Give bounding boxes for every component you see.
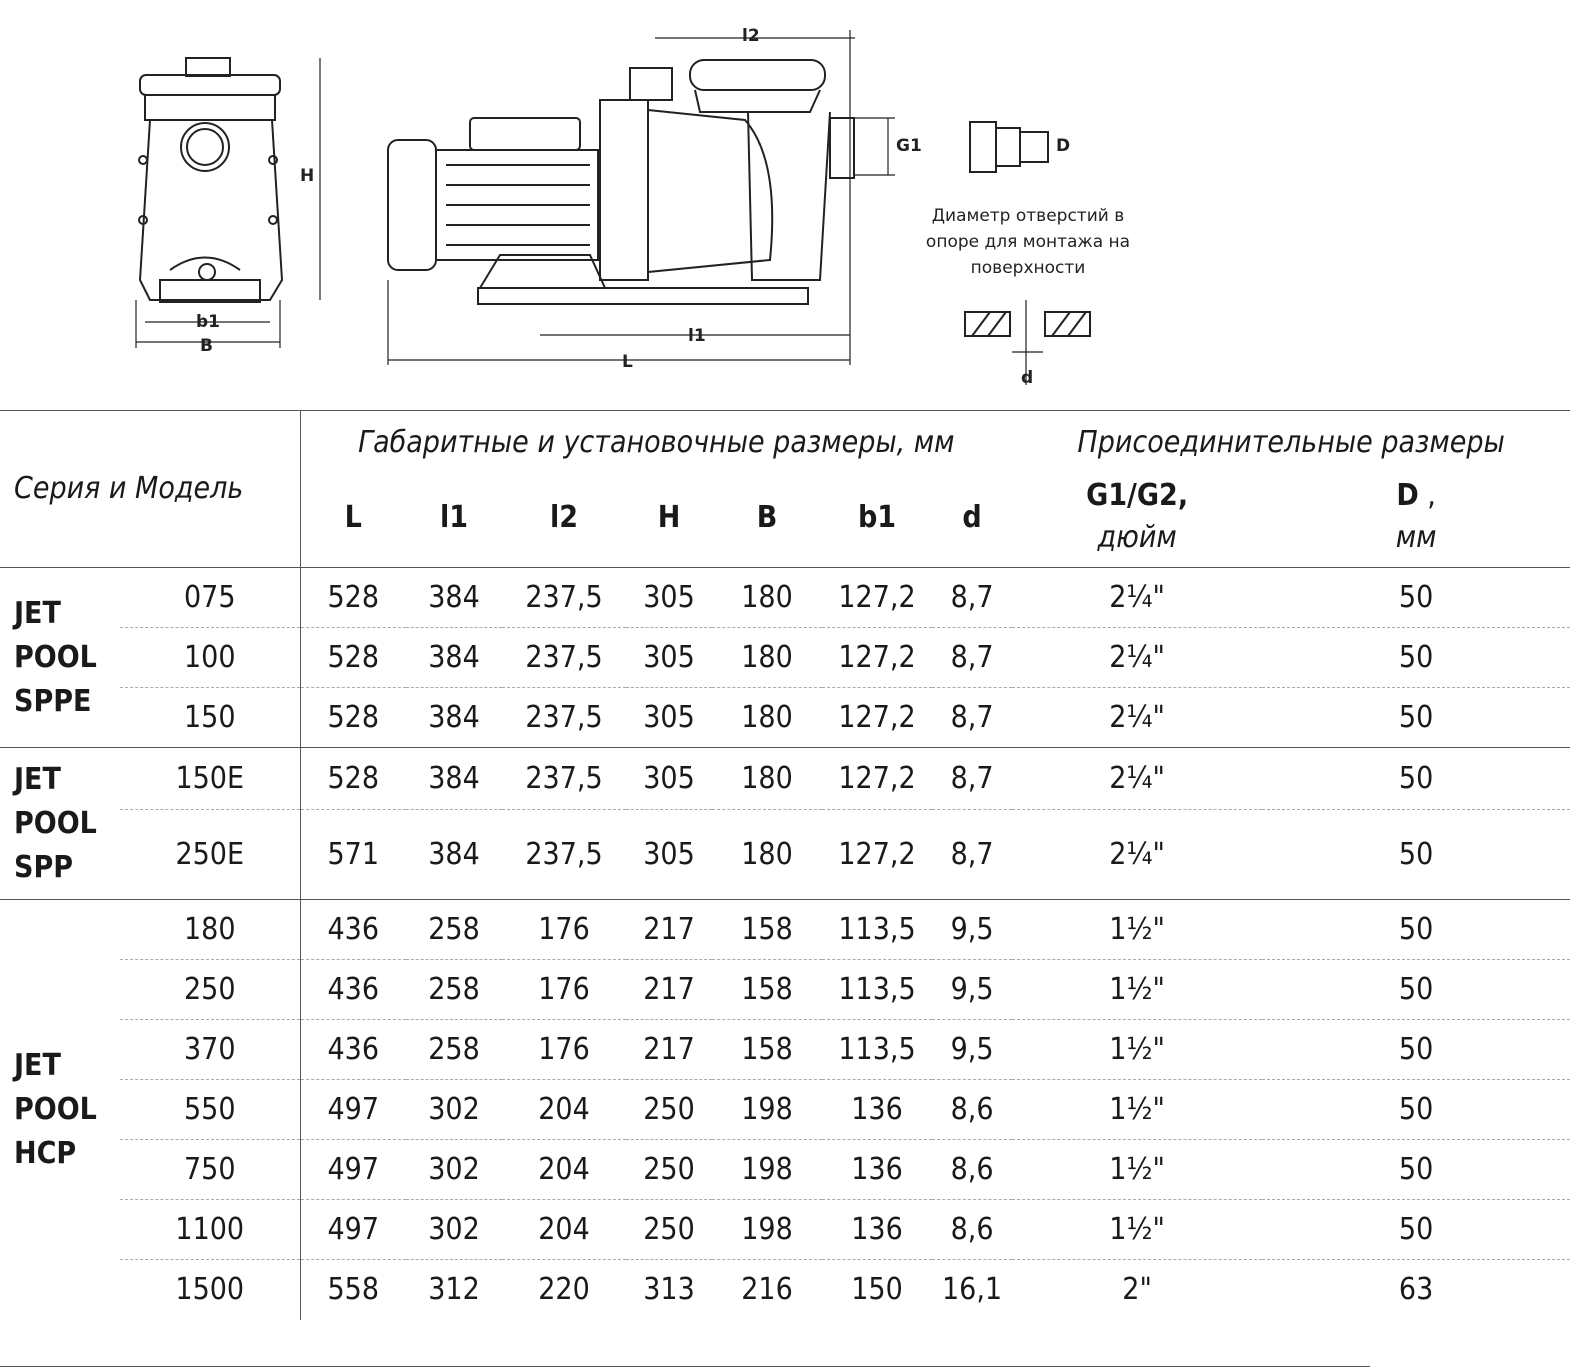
value-cell: 528 bbox=[300, 748, 406, 810]
value-cell: 50 bbox=[1262, 688, 1570, 748]
value-cell: 158 bbox=[712, 960, 822, 1020]
value-cell: 237,5 bbox=[502, 688, 626, 748]
value-cell: 1½" bbox=[1012, 1020, 1262, 1080]
value-cell: 8,7 bbox=[932, 810, 1012, 900]
header-col-D-unit: мм bbox=[1395, 520, 1437, 555]
value-cell: 258 bbox=[406, 900, 502, 960]
value-cell: 50 bbox=[1262, 1080, 1570, 1140]
value-cell: 305 bbox=[626, 810, 712, 900]
table-bottom-rule bbox=[0, 1366, 1370, 1367]
header-group-connection: Присоединительные размеры bbox=[1012, 411, 1570, 468]
value-cell: 127,2 bbox=[822, 748, 932, 810]
value-cell: 302 bbox=[406, 1080, 502, 1140]
value-cell: 237,5 bbox=[502, 628, 626, 688]
value-cell: 2¼" bbox=[1012, 748, 1262, 810]
value-cell: 176 bbox=[502, 960, 626, 1020]
value-cell: 50 bbox=[1262, 628, 1570, 688]
table-row bbox=[0, 1260, 1570, 1320]
table-row bbox=[0, 960, 1570, 1020]
value-cell: 237,5 bbox=[502, 748, 626, 810]
value-cell: 8,6 bbox=[932, 1200, 1012, 1260]
value-cell: 113,5 bbox=[822, 960, 932, 1020]
model-cell: 1500 bbox=[120, 1260, 300, 1320]
value-cell: 50 bbox=[1262, 568, 1570, 628]
value-cell: 9,5 bbox=[932, 960, 1012, 1020]
model-cell: 250E bbox=[120, 810, 300, 900]
header-group-dimensions: Габаритные и установочные размеры, мм bbox=[300, 411, 1012, 468]
value-cell: 158 bbox=[712, 1020, 822, 1080]
table-row bbox=[0, 568, 1570, 628]
value-cell: 1½" bbox=[1012, 960, 1262, 1020]
header-col-l2: l2 bbox=[549, 499, 579, 535]
value-cell: 204 bbox=[502, 1140, 626, 1200]
value-cell: 180 bbox=[712, 628, 822, 688]
model-cell: 750 bbox=[120, 1140, 300, 1200]
value-cell: 127,2 bbox=[822, 568, 932, 628]
dim-label-B: B bbox=[200, 336, 213, 356]
mounting-hole-note: Диаметр отверстий в опоре для монтажа на поверхности bbox=[925, 206, 1131, 278]
header-model: Серия и Модель bbox=[0, 411, 300, 568]
pump-front-view bbox=[139, 58, 282, 302]
header-col-g-name: G1/G2, bbox=[1086, 478, 1189, 513]
dim-label-L: L bbox=[622, 352, 633, 372]
value-cell: 384 bbox=[406, 628, 502, 688]
value-cell: 16,1 bbox=[932, 1260, 1012, 1320]
value-cell: 136 bbox=[822, 1080, 932, 1140]
value-cell: 2¼" bbox=[1012, 810, 1262, 900]
value-cell: 313 bbox=[626, 1260, 712, 1320]
value-cell: 497 bbox=[300, 1200, 406, 1260]
value-cell: 436 bbox=[300, 960, 406, 1020]
technical-drawing bbox=[0, 0, 1382, 400]
value-cell: 2" bbox=[1012, 1260, 1262, 1320]
value-cell: 180 bbox=[712, 748, 822, 810]
value-cell: 8,7 bbox=[932, 568, 1012, 628]
dimension-lines bbox=[136, 30, 1048, 385]
model-cell: 150 bbox=[120, 688, 300, 748]
value-cell: 2¼" bbox=[1012, 688, 1262, 748]
dim-label-l1: l1 bbox=[688, 326, 706, 346]
value-cell: 50 bbox=[1262, 960, 1570, 1020]
value-cell: 50 bbox=[1262, 1140, 1570, 1200]
value-cell: 180 bbox=[712, 810, 822, 900]
value-cell: 250 bbox=[626, 1080, 712, 1140]
table-row bbox=[0, 628, 1570, 688]
value-cell: 8,7 bbox=[932, 748, 1012, 810]
value-cell: 136 bbox=[822, 1200, 932, 1260]
table-row bbox=[0, 748, 1570, 810]
value-cell: 217 bbox=[626, 900, 712, 960]
hole-section bbox=[965, 312, 1090, 336]
value-cell: 1½" bbox=[1012, 1080, 1262, 1140]
header-col-g-unit: дюйм bbox=[1097, 520, 1177, 555]
value-cell: 180 bbox=[712, 688, 822, 748]
model-cell: 250 bbox=[120, 960, 300, 1020]
value-cell: 1½" bbox=[1012, 1200, 1262, 1260]
value-cell: 237,5 bbox=[502, 568, 626, 628]
header-col-H: H bbox=[657, 499, 681, 535]
header-col-l1: l1 bbox=[439, 499, 469, 535]
table-row bbox=[0, 1020, 1570, 1080]
dim-label-d: d bbox=[1021, 368, 1034, 388]
value-cell: 312 bbox=[406, 1260, 502, 1320]
value-cell: 8,7 bbox=[932, 628, 1012, 688]
model-cell: 180 bbox=[120, 900, 300, 960]
dim-label-H: H bbox=[300, 166, 315, 186]
value-cell: 217 bbox=[626, 960, 712, 1020]
model-cell: 100 bbox=[120, 628, 300, 688]
value-cell: 305 bbox=[626, 688, 712, 748]
value-cell: 63 bbox=[1262, 1260, 1570, 1320]
pump-side-view bbox=[388, 60, 854, 304]
value-cell: 50 bbox=[1262, 1020, 1570, 1080]
header-col-b1: b1 bbox=[857, 499, 897, 535]
table-row bbox=[0, 1080, 1570, 1140]
value-cell: 180 bbox=[712, 568, 822, 628]
header-col-d: d bbox=[962, 499, 982, 535]
adapter-drawing bbox=[970, 122, 1048, 172]
header-col-B: B bbox=[756, 499, 778, 535]
value-cell: 2¼" bbox=[1012, 628, 1262, 688]
spec-table bbox=[0, 410, 1570, 1320]
value-cell: 384 bbox=[406, 568, 502, 628]
value-cell: 302 bbox=[406, 1140, 502, 1200]
value-cell: 384 bbox=[406, 748, 502, 810]
header-col-D-name: D bbox=[1396, 478, 1419, 513]
header-col-g bbox=[1012, 467, 1262, 568]
value-cell: 305 bbox=[626, 628, 712, 688]
table-row bbox=[0, 688, 1570, 748]
value-cell: 50 bbox=[1262, 900, 1570, 960]
value-cell: 127,2 bbox=[822, 688, 932, 748]
value-cell: 237,5 bbox=[502, 810, 626, 900]
value-cell: 384 bbox=[406, 688, 502, 748]
model-cell: 150E bbox=[120, 748, 300, 810]
dim-label-b1: b1 bbox=[196, 312, 220, 332]
spec-table-body bbox=[0, 568, 1570, 1320]
value-cell: 113,5 bbox=[822, 900, 932, 960]
value-cell: 8,6 bbox=[932, 1080, 1012, 1140]
model-cell: 075 bbox=[120, 568, 300, 628]
value-cell: 305 bbox=[626, 568, 712, 628]
value-cell: 198 bbox=[712, 1140, 822, 1200]
header-col-D-sep: , bbox=[1418, 478, 1436, 513]
value-cell: 198 bbox=[712, 1080, 822, 1140]
value-cell: 127,2 bbox=[822, 628, 932, 688]
dim-label-G1: G1 bbox=[896, 136, 922, 156]
value-cell: 50 bbox=[1262, 1200, 1570, 1260]
value-cell: 217 bbox=[626, 1020, 712, 1080]
value-cell: 176 bbox=[502, 1020, 626, 1080]
table-row bbox=[0, 1200, 1570, 1260]
value-cell: 150 bbox=[822, 1260, 932, 1320]
value-cell: 258 bbox=[406, 960, 502, 1020]
value-cell: 216 bbox=[712, 1260, 822, 1320]
value-cell: 528 bbox=[300, 688, 406, 748]
model-cell: 550 bbox=[120, 1080, 300, 1140]
value-cell: 1½" bbox=[1012, 1140, 1262, 1200]
value-cell: 9,5 bbox=[932, 1020, 1012, 1080]
value-cell: 9,5 bbox=[932, 900, 1012, 960]
series-name: JET POOL HCP bbox=[0, 900, 120, 1320]
value-cell: 436 bbox=[300, 1020, 406, 1080]
value-cell: 436 bbox=[300, 900, 406, 960]
value-cell: 204 bbox=[502, 1080, 626, 1140]
value-cell: 497 bbox=[300, 1080, 406, 1140]
value-cell: 497 bbox=[300, 1140, 406, 1200]
table-row bbox=[0, 810, 1570, 900]
value-cell: 258 bbox=[406, 1020, 502, 1080]
value-cell: 1½" bbox=[1012, 900, 1262, 960]
value-cell: 250 bbox=[626, 1140, 712, 1200]
value-cell: 305 bbox=[626, 748, 712, 810]
header-col-L: L bbox=[344, 499, 362, 535]
value-cell: 198 bbox=[712, 1200, 822, 1260]
header-col-D bbox=[1262, 467, 1570, 568]
value-cell: 384 bbox=[406, 810, 502, 900]
value-cell: 558 bbox=[300, 1260, 406, 1320]
series-name: JET POOL SPPE bbox=[0, 568, 120, 748]
model-cell: 1100 bbox=[120, 1200, 300, 1260]
value-cell: 528 bbox=[300, 568, 406, 628]
value-cell: 136 bbox=[822, 1140, 932, 1200]
table-row bbox=[0, 900, 1570, 960]
value-cell: 50 bbox=[1262, 748, 1570, 810]
value-cell: 176 bbox=[502, 900, 626, 960]
value-cell: 8,7 bbox=[932, 688, 1012, 748]
value-cell: 528 bbox=[300, 628, 406, 688]
dim-label-l2: l2 bbox=[742, 26, 760, 46]
table-row bbox=[0, 1140, 1570, 1200]
model-cell: 370 bbox=[120, 1020, 300, 1080]
value-cell: 113,5 bbox=[822, 1020, 932, 1080]
value-cell: 50 bbox=[1262, 810, 1570, 900]
value-cell: 571 bbox=[300, 810, 406, 900]
value-cell: 8,6 bbox=[932, 1140, 1012, 1200]
series-name: JET POOL SPP bbox=[0, 748, 120, 900]
value-cell: 250 bbox=[626, 1200, 712, 1260]
value-cell: 204 bbox=[502, 1200, 626, 1260]
value-cell: 302 bbox=[406, 1200, 502, 1260]
value-cell: 2¼" bbox=[1012, 568, 1262, 628]
dim-label-D: D bbox=[1056, 136, 1071, 156]
value-cell: 158 bbox=[712, 900, 822, 960]
value-cell: 220 bbox=[502, 1260, 626, 1320]
value-cell: 127,2 bbox=[822, 810, 932, 900]
